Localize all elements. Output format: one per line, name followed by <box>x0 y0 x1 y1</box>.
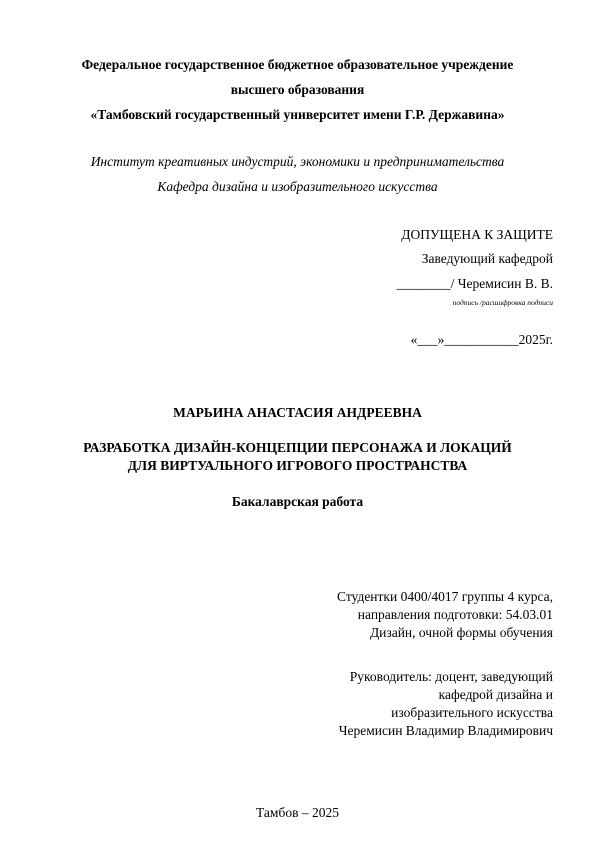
header-line-1: Федеральное государственное бюджетное образовательное учреждение <box>81 57 514 72</box>
student-info-line-2: направления подготовки: 54.03.01 <box>357 607 553 622</box>
city-year: Тамбов – 2025 <box>256 805 339 820</box>
thesis-title-line-2: ДЛЯ ВИРТУАЛЬНОГО ИГРОВОГО ПРОСТРАНСТВА <box>127 458 468 473</box>
supervisor-line-1: Руководитель: доцент, заведующий <box>349 669 553 684</box>
approval-position: Заведующий кафедрой <box>421 251 553 266</box>
header-line-3: «Тамбовский государственный университет имени Г.Р. Державина» <box>90 107 505 122</box>
student-info-line-3: Дизайн, очной формы обучения <box>369 625 553 640</box>
supervisor-line-4: Черемисин Владимир Владимирович <box>338 723 553 738</box>
department-name: Кафедра дизайна и изобразительного искусства <box>157 179 438 194</box>
approval-date-line: «___»___________2025г. <box>410 332 553 347</box>
approval-heading: ДОПУЩЕНА К ЗАЩИТЕ <box>401 227 553 242</box>
author-name: МАРЬИНА АНАСТАСИЯ АНДРЕЕВНА <box>173 405 422 420</box>
thesis-title-line-1: РАЗРАБОТКА ДИЗАЙН-КОНЦЕПЦИИ ПЕРСОНАЖА И ЛОКАЦИЙ <box>83 440 512 455</box>
header-line-2: высшего образования <box>230 82 365 97</box>
work-type: Бакалаврская работа <box>231 494 364 509</box>
approval-signature-line: ________/ Черемисин В. В. <box>396 276 553 291</box>
approval-signature-caption: подпись /расшифровка подписи <box>452 298 553 307</box>
supervisor-line-2: кафедрой дизайна и <box>438 687 553 702</box>
institute-name: Институт креативных индустрий, экономики и предпринимательства <box>90 154 505 169</box>
supervisor-line-3: изобразительного искусства <box>391 705 553 720</box>
student-info-line-1: Студентки 0400/4017 группы 4 курса, <box>337 589 553 604</box>
